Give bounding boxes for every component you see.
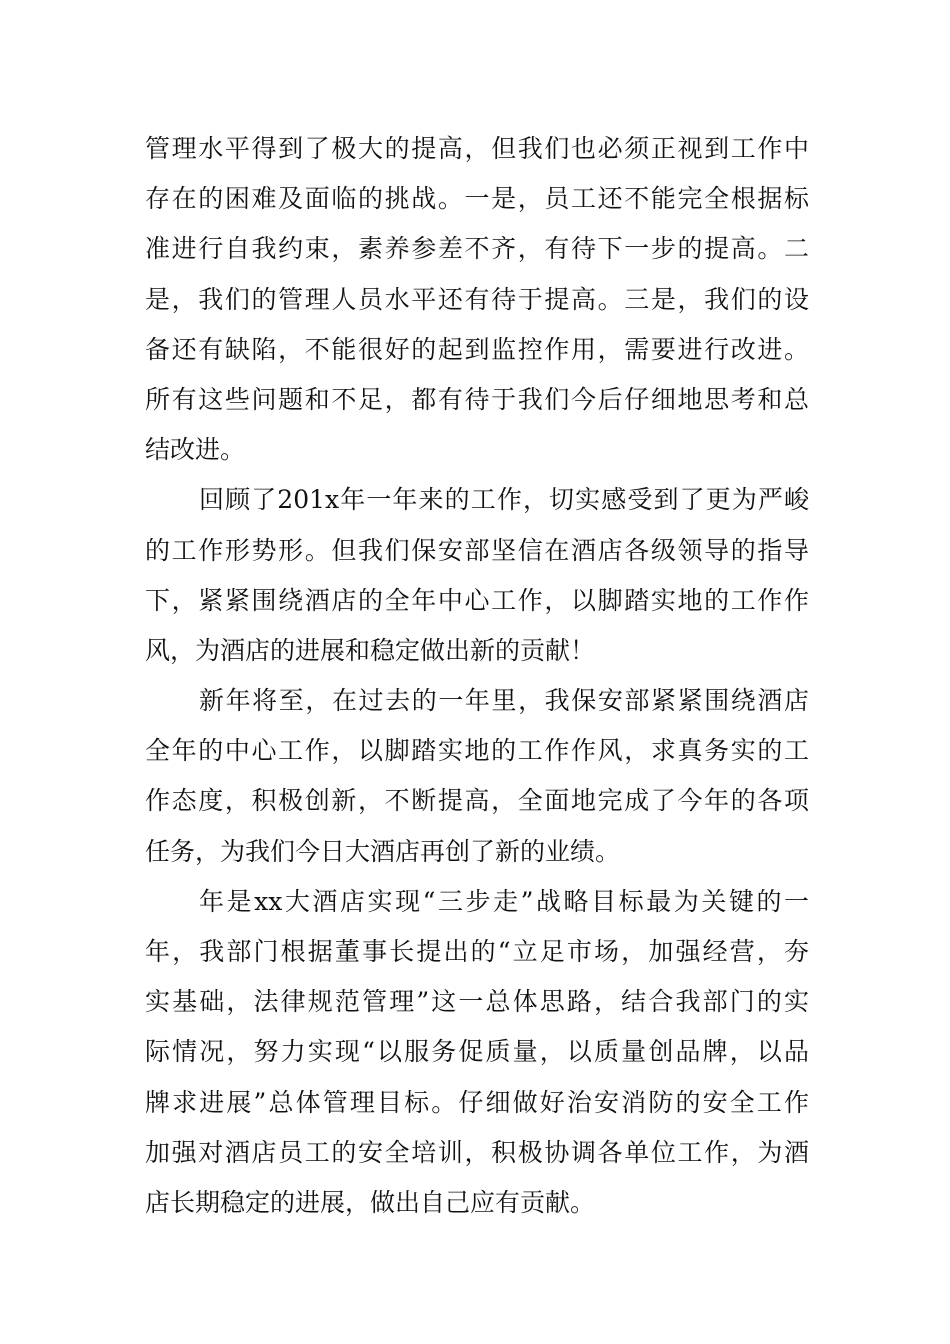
text-line: 备还有缺陷，不能很好的起到监控作用，需要进行改进。: [145, 334, 809, 364]
text-line: 店长期稳定的进展，做出自己应有贡献。: [145, 1187, 596, 1217]
paragraph-2: [145, 475, 809, 676]
paragraph-3: [145, 676, 809, 877]
text-line: 回顾了201x年一年来的工作，切实感受到了更为严峻: [199, 485, 809, 515]
text-line: 际情况，努力实现“以服务促质量，以质量创品牌，以品: [145, 1037, 809, 1067]
text-line: 管理水平得到了极大的提高，但我们也必须正视到工作中: [145, 134, 809, 163]
paragraph-4: [145, 877, 809, 1228]
text-line: 实基础，法律规范管理”这一总体思路，结合我部门的实: [145, 987, 809, 1017]
text-line: 的工作形势形。但我们保安部坚信在酒店各级领导的指导: [145, 535, 809, 565]
document-body: [145, 124, 809, 1228]
text-line: 年，我部门根据董事长提出的“立足市场，加强经营，夯: [145, 937, 809, 966]
text-line: 下，紧紧围绕酒店的全年中心工作，以脚踏实地的工作作: [145, 585, 809, 615]
text-line: 是，我们的管理人员水平还有待于提高。三是，我们的设: [145, 284, 809, 314]
text-line: 准进行自我约束，素养参差不齐，有待下一步的提高。二: [145, 234, 809, 264]
text-line: 作态度，积极创新，不断提高，全面地完成了今年的各项: [145, 786, 809, 816]
paragraph-1: [145, 124, 809, 475]
text-line: 任务，为我们今日大酒店再创了新的业绩。: [145, 836, 621, 866]
text-line: 年是xx大酒店实现“三步走”战略目标最为关键的一: [199, 886, 809, 916]
text-line: 风，为酒店的进展和稳定做出新的贡献！: [145, 635, 596, 665]
text-line: 牌求进展”总体管理目标。仔细做好治安消防的安全工作: [145, 1087, 809, 1117]
text-line: 存在的困难及面临的挑战。一是，员工还不能完全根据标: [145, 184, 809, 214]
text-line: 新年将至，在过去的一年里，我保安部紧紧围绕酒店: [199, 686, 809, 716]
text-line: 全年的中心工作，以脚踏实地的工作作风，求真务实的工: [145, 736, 809, 766]
text-line: 结改进。: [145, 435, 246, 465]
text-line: 加强对酒店员工的安全培训，积极协调各单位工作，为酒: [145, 1137, 809, 1167]
text-line: 所有这些问题和不足，都有待于我们今后仔细地思考和总: [145, 384, 809, 414]
